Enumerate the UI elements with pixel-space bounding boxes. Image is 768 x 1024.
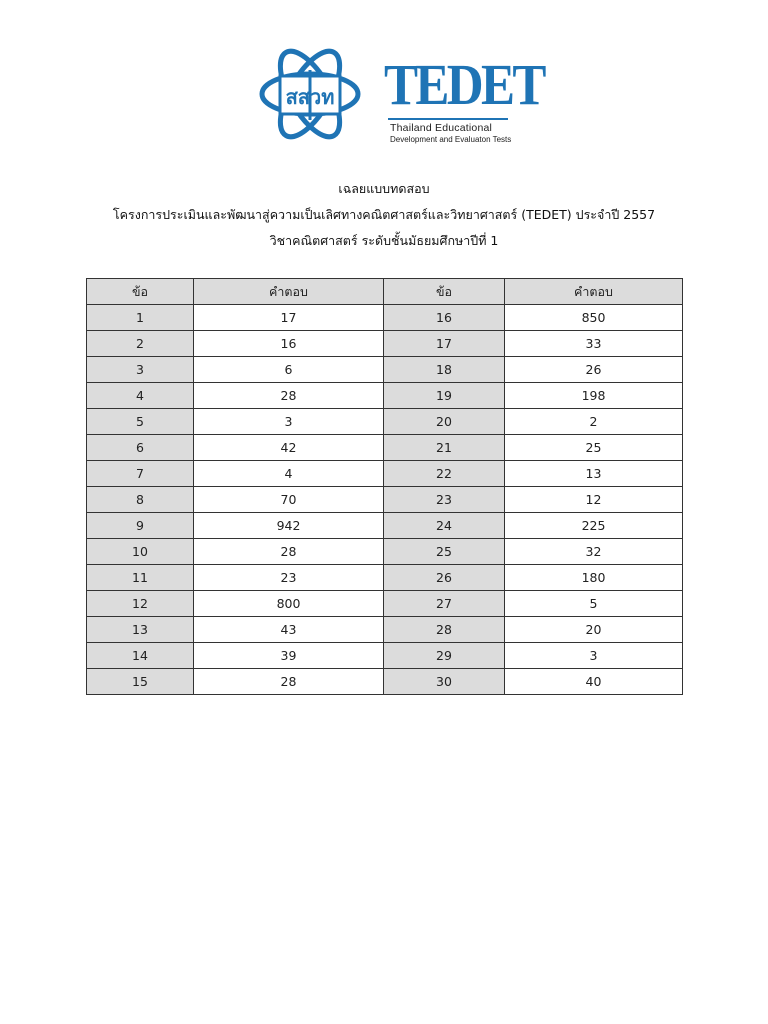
table-row [87, 539, 683, 565]
ipst-atom-logo [258, 40, 362, 148]
table-row [87, 383, 683, 409]
tedet-logo [384, 52, 544, 146]
table-row [87, 669, 683, 695]
table-row [87, 617, 683, 643]
heading-subject-level: วิชาคณิตศาสตร์ ระดับชั้นมัธยมศึกษาปีที่ 1 [269, 233, 499, 248]
question-number: 18 [384, 357, 505, 383]
answer-value: 17 [194, 305, 384, 331]
question-number: 16 [384, 305, 505, 331]
question-number: 17 [384, 331, 505, 357]
question-number: 10 [87, 539, 194, 565]
question-number: 21 [384, 435, 505, 461]
header-answer-left: คำตอบ [194, 279, 384, 305]
table-header-row [87, 279, 683, 305]
question-number: 22 [384, 461, 505, 487]
question-number: 14 [87, 643, 194, 669]
document-headings [0, 176, 768, 254]
question-number: 2 [87, 331, 194, 357]
answer-value: 5 [505, 591, 683, 617]
answer-value: 70 [194, 487, 384, 513]
table-row [87, 435, 683, 461]
question-number: 9 [87, 513, 194, 539]
question-number: 5 [87, 409, 194, 435]
tedet-logo-subtitle-1: Thailand Educational [390, 122, 493, 134]
answer-value: 800 [194, 591, 384, 617]
question-number: 19 [384, 383, 505, 409]
answer-value: 28 [194, 383, 384, 409]
header-question-right: ข้อ [384, 279, 505, 305]
question-number: 15 [87, 669, 194, 695]
table-row [87, 591, 683, 617]
answer-value: 28 [194, 669, 384, 695]
table-row [87, 513, 683, 539]
heading-answer-key: เฉลยแบบทดสอบ [338, 181, 430, 196]
table-row [87, 461, 683, 487]
question-number: 26 [384, 565, 505, 591]
table-row [87, 409, 683, 435]
answer-value: 23 [194, 565, 384, 591]
question-number: 23 [384, 487, 505, 513]
answer-value: 850 [505, 305, 683, 331]
question-number: 20 [384, 409, 505, 435]
table-row [87, 305, 683, 331]
tedet-logo-subtitle-2: Development and Evaluaton Tests [390, 135, 512, 144]
table-row [87, 565, 683, 591]
question-number: 6 [87, 435, 194, 461]
question-number: 1 [87, 305, 194, 331]
question-number: 11 [87, 565, 194, 591]
answer-value: 28 [194, 539, 384, 565]
answer-value: 3 [505, 643, 683, 669]
question-number: 28 [384, 617, 505, 643]
tedet-logo-title: TEDET [384, 52, 544, 117]
answer-value: 198 [505, 383, 683, 409]
answer-value: 33 [505, 331, 683, 357]
answer-value: 3 [194, 409, 384, 435]
answer-value: 26 [505, 357, 683, 383]
answer-value: 6 [194, 357, 384, 383]
answer-value: 4 [194, 461, 384, 487]
question-number: 25 [384, 539, 505, 565]
table-row [87, 487, 683, 513]
table-row [87, 357, 683, 383]
answer-value: 12 [505, 487, 683, 513]
header-answer-right: คำตอบ [505, 279, 683, 305]
header-question-left: ข้อ [87, 279, 194, 305]
question-number: 4 [87, 383, 194, 409]
answer-value: 43 [194, 617, 384, 643]
answer-value: 32 [505, 539, 683, 565]
question-number: 29 [384, 643, 505, 669]
answer-value: 180 [505, 565, 683, 591]
answer-value: 42 [194, 435, 384, 461]
logo-area [258, 40, 544, 150]
answer-value: 40 [505, 669, 683, 695]
answer-value: 39 [194, 643, 384, 669]
question-number: 12 [87, 591, 194, 617]
question-number: 8 [87, 487, 194, 513]
answer-table [86, 278, 683, 695]
answer-value: 942 [194, 513, 384, 539]
answer-value: 225 [505, 513, 683, 539]
tedet-logo-rule [388, 118, 508, 120]
answer-value: 20 [505, 617, 683, 643]
answer-value: 25 [505, 435, 683, 461]
answer-value: 2 [505, 409, 683, 435]
answer-value: 16 [194, 331, 384, 357]
question-number: 27 [384, 591, 505, 617]
question-number: 24 [384, 513, 505, 539]
answer-value: 13 [505, 461, 683, 487]
ipst-logo-text: สสวท [285, 85, 335, 109]
question-number: 3 [87, 357, 194, 383]
heading-project: โครงการประเมินและพัฒนาสู่ความเป็นเลิศทางคณิตศาสตร์และวิทยาศาสตร์ (TEDET) ประจำปี 2557 [112, 207, 656, 222]
table-row [87, 331, 683, 357]
table-row [87, 643, 683, 669]
question-number: 7 [87, 461, 194, 487]
question-number: 30 [384, 669, 505, 695]
question-number: 13 [87, 617, 194, 643]
